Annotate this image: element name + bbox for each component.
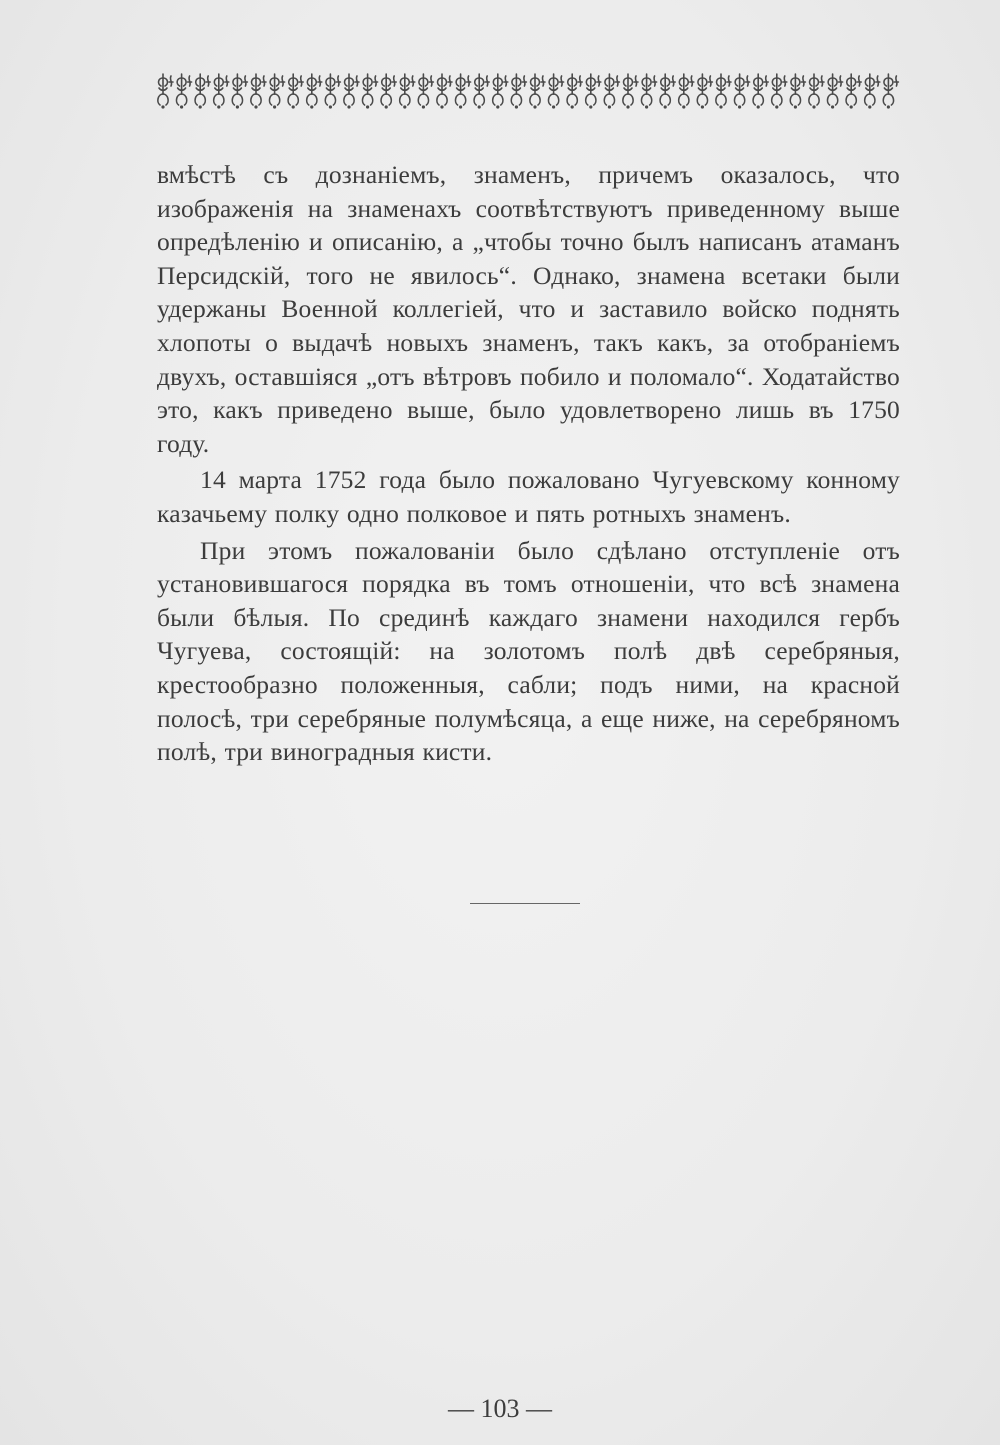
paragraph: При этомъ пожалованіи было сдѣлано отступленіе отъ установившагося порядка въ томъ отношеніи, что всѣ знамена были бѣлыя. По срединѣ каждаго знамени находился гербъ Чугуева, состоящій: на золотомъ полѣ двѣ серебряныя, крестообразно положенныя, сабли; подъ ними, на красной полосѣ, три серебряные полумѣсяца, а еще ниже, на серебряномъ полѣ, три виноградныя кисти. <box>157 535 900 767</box>
section-divider <box>470 903 580 904</box>
ornamental-border-icon <box>157 72 900 110</box>
body-text <box>157 158 900 769</box>
paragraph: 14 марта 1752 года было пожаловано Чугуевскому конному казачьему полку одно полковое и пять ротныхъ знаменъ. <box>157 465 900 528</box>
paragraph: вмѣстѣ съ дознаніемъ, знаменъ, причемъ оказалось, что изображенія на знаменахъ соотвѣтствуютъ приведенному выше опредѣленію и описанію, а „чтобы точно былъ написанъ атаманъ Персидскій, того не явилось“. Однако, знамена всетаки были удержаны Военной коллегіей, что и заставило войско поднять хлопоты о выдачѣ новыхъ знаменъ, такъ какъ, за отобраніемъ двухъ, оставшіяся „отъ вѣтровъ побило и поломало“. Ходатайство это, какъ приведено выше, было удовлетворено лишь въ 1750 году. <box>157 160 900 458</box>
page-number: — 103 — <box>448 1394 552 1423</box>
